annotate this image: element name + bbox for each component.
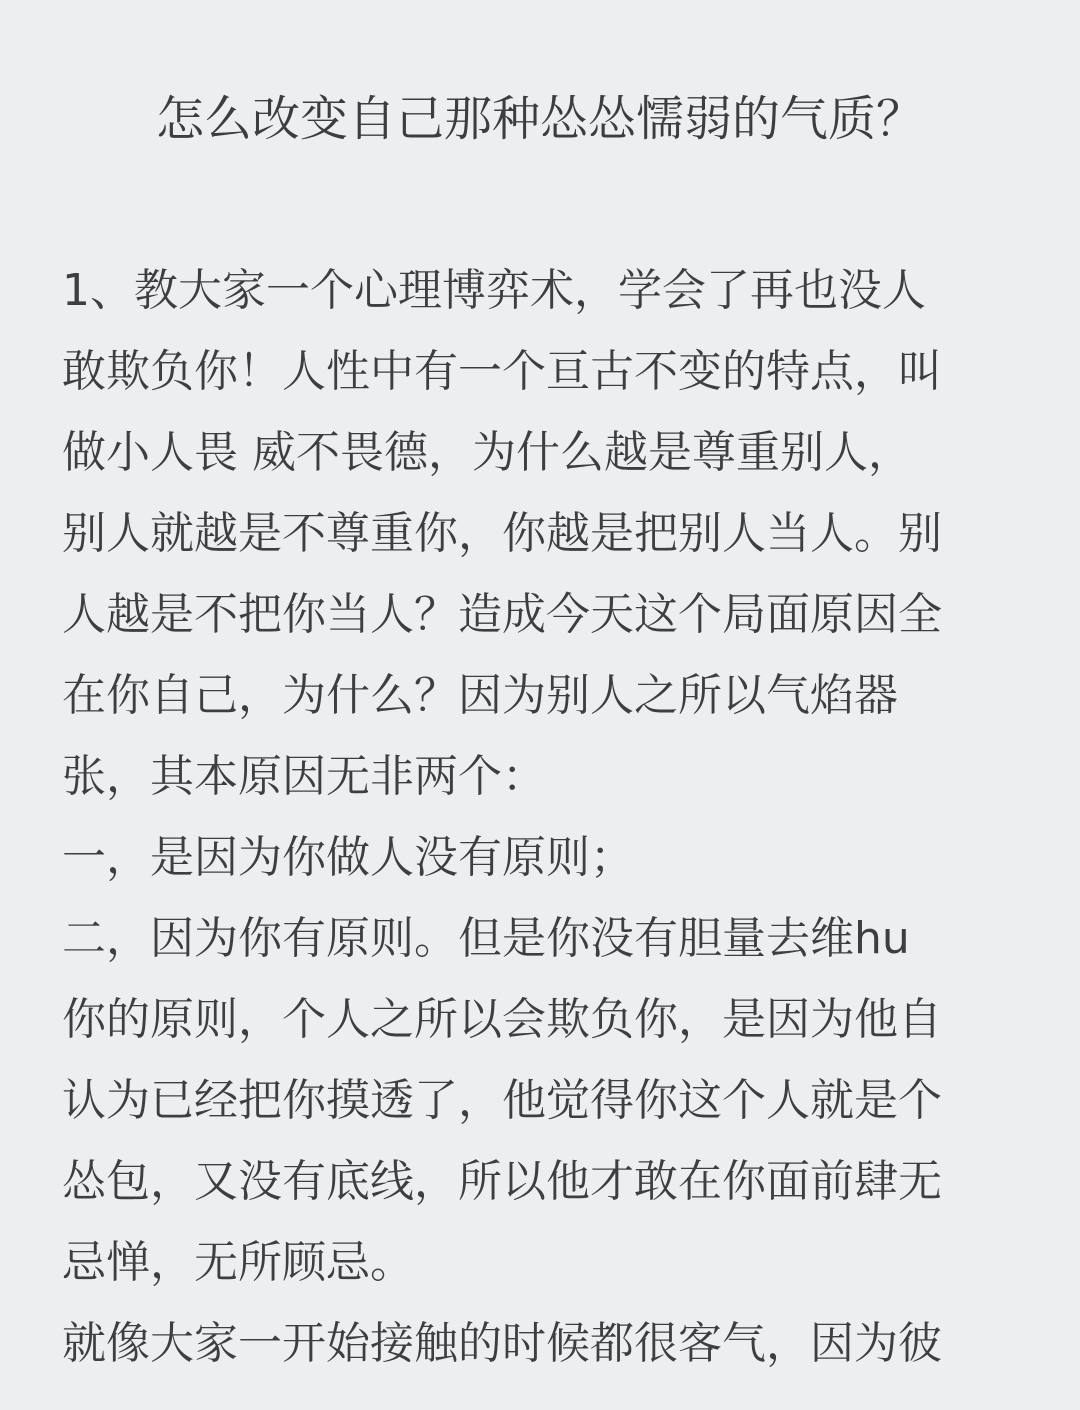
paragraph-line: 在你自己，为什么？因为别人之所以气焰器 <box>62 670 898 721</box>
paragraph-line: 一，是因为你做人没有原则； <box>62 832 634 883</box>
paragraph-line: 人越是不把你当人？造成今天这个局面原因全 <box>62 589 942 640</box>
paragraph-line: 别人就越是不尊重你，你越是把别人当人。别 <box>62 508 942 559</box>
paragraph-line: 1、教大家一个心理博弈术，学会了再也没人 <box>62 265 926 316</box>
paragraph-line: 怂包，又没有底线，所以他才敢在你面前肆无 <box>62 1156 942 1207</box>
paragraph-line: 认为已经把你摸透了，他觉得你这个人就是个 <box>62 1075 942 1126</box>
article-body <box>62 250 1032 1384</box>
paragraph-line: 张，其本原因无非两个： <box>62 751 546 802</box>
paragraph-line: 敢欺负你！人性中有一个亘古不变的特点，叫 <box>62 346 942 397</box>
paragraph-line: 做小人畏 威不畏德，为什么越是尊重别人， <box>62 427 912 478</box>
paragraph-line: 你的原则，个人之所以会欺负你，是因为他自 <box>62 994 942 1045</box>
article-title: 怎么改变自己那种怂怂懦弱的气质？ <box>155 91 924 147</box>
paragraph-line: 二，因为你有原则。但是你没有胆量去维hu <box>62 913 910 964</box>
paragraph-line: 就像大家一开始接触的时候都很客气，因为彼 <box>62 1318 942 1369</box>
paragraph-line: 忌惮，无所顾忌。 <box>62 1237 414 1288</box>
